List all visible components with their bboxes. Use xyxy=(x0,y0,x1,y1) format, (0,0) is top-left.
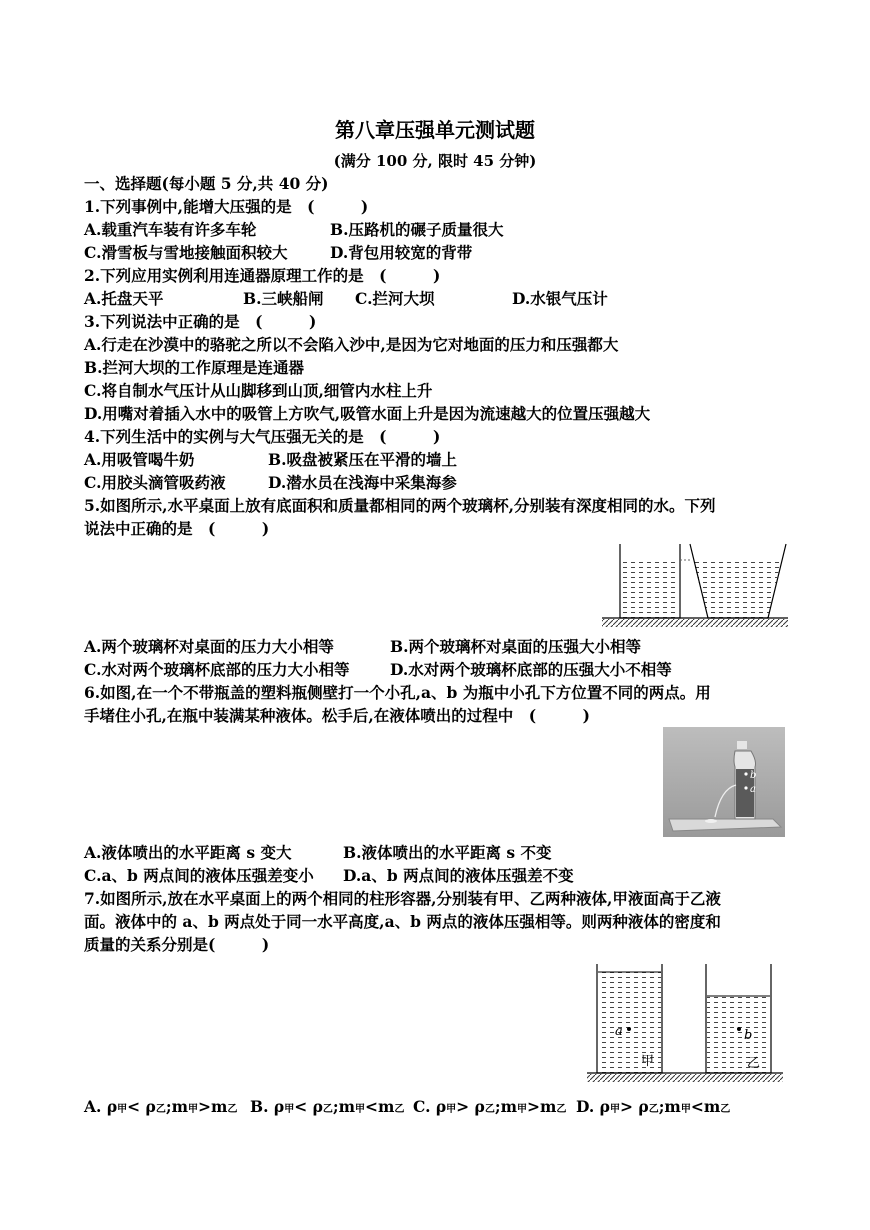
point-a-label: a xyxy=(615,1024,623,1039)
q2-option-c: C.拦河大坝 xyxy=(355,289,435,308)
liquid-jia-label: 甲 xyxy=(641,1054,655,1069)
q7-stem-line1: 7.如图所示,放在水平桌面上的两个相同的柱形容器,分别装有甲、乙两种液体,甲液面高于乙液 xyxy=(84,889,721,908)
q6-option-a: A.液体喷出的水平距离 s 变大 xyxy=(84,843,292,862)
page-subtitle: (满分 100 分, 限时 45 分钟) xyxy=(333,152,537,170)
liquid-yi-label: 乙 xyxy=(747,1056,761,1071)
q1-option-d: D.背包用较宽的背带 xyxy=(330,243,473,262)
q7-stem-line2: 面。液体中的 a、b 两点处于同一水平高度,a、b 两点的液体压强相等。则两种液体的密度和 xyxy=(84,912,721,931)
q6-stem-line2: 手堵住小孔,在瓶中装满某种液体。松手后,在液体喷出的过程中 ( ) xyxy=(84,706,590,725)
q5-option-a: A.两个玻璃杯对桌面的压力大小相等 xyxy=(84,637,334,656)
label-a: a xyxy=(750,784,756,795)
table-surface xyxy=(602,619,788,627)
q1-option-b: B.压路机的碾子质量很大 xyxy=(330,220,504,239)
q4-option-b: B.吸盘被紧压在平滑的墙上 xyxy=(268,450,457,469)
q4-stem: 4.下列生活中的实例与大气压强无关的是 ( ) xyxy=(84,427,441,446)
q3-option-c: C.将自制水气压计从山脚移到山顶,细管内水柱上升 xyxy=(84,381,433,400)
page-title: 第八章压强单元测试题 xyxy=(335,118,535,142)
q2-stem: 2.下列应用实例利用连通器原理工作的是 ( ) xyxy=(84,266,441,285)
q5-option-c: C.水对两个玻璃杯底部的压力大小相等 xyxy=(84,660,350,679)
q7-option-d: D. ρ甲> ρ乙;m甲<m乙 xyxy=(576,1097,731,1116)
q5-figure-glass-cups xyxy=(598,540,790,632)
q1-option-c: C.滑雪板与雪地接触面积较大 xyxy=(84,243,288,262)
q3-option-a: A.行走在沙漠中的骆驼之所以不会陷入沙中,是因为它对地面的压力和压强都大 xyxy=(84,335,619,354)
q5-option-b: B.两个玻璃杯对桌面的压强大小相等 xyxy=(390,637,641,656)
q5-stem-line2: 说法中正确的是 ( ) xyxy=(84,519,270,538)
q6-option-c: C.a、b 两点间的液体压强差变小 xyxy=(84,866,314,885)
q2-option-b: B.三峡船闸 xyxy=(243,289,324,308)
q5-stem-line1: 5.如图所示,水平桌面上放有底面积和质量都相同的两个玻璃杯,分别装有深度相同的水。下列 xyxy=(84,496,716,515)
q6-option-d: D.a、b 两点间的液体压强差不变 xyxy=(343,866,574,885)
q4-option-c: C.用胶头滴管吸药液 xyxy=(84,473,226,492)
q1-option-a: A.载重汽车装有许多车轮 xyxy=(84,220,257,239)
section-heading: 一、选择题(每小题 5 分,共 40 分) xyxy=(84,174,329,193)
container-yi-liquid xyxy=(707,996,770,1073)
q7-stem-line3: 质量的关系分别是( ) xyxy=(84,935,270,954)
q4-option-a: A.用吸管喝牛奶 xyxy=(84,450,195,469)
q6-figure-bottle-photo xyxy=(663,727,785,837)
label-b: b xyxy=(750,770,757,781)
q4-option-d: D.潜水员在浅海中采集海参 xyxy=(268,473,457,492)
q2-option-d: D.水银气压计 xyxy=(512,289,608,308)
table-surface xyxy=(587,1074,783,1082)
q3-stem: 3.下列说法中正确的是 ( ) xyxy=(84,312,317,331)
point-b-label: b xyxy=(744,1028,753,1043)
q3-option-d: D.用嘴对着插入水中的吸管上方吹气,吸管水面上升是因为流速越大的位置压强越大 xyxy=(84,404,651,423)
q3-option-b: B.拦河大坝的工作原理是连通器 xyxy=(84,358,304,377)
q7-option-b: B. ρ甲< ρ乙;m甲<m乙 xyxy=(250,1097,405,1116)
q6-stem-line1: 6.如图,在一个不带瓶盖的塑料瓶侧壁打一个小孔,a、b 为瓶中小孔下方位置不同的两点。用 xyxy=(84,683,711,702)
q2-option-a: A.托盘天平 xyxy=(84,289,164,308)
q7-option-c: C. ρ甲> ρ乙;m甲>m乙 xyxy=(413,1097,567,1116)
q5-option-d: D.水对两个玻璃杯底部的压强大小不相等 xyxy=(390,660,672,679)
q1-stem: 1.下列事例中,能增大压强的是 ( ) xyxy=(84,197,369,216)
q7-option-a: A. ρ甲< ρ乙;m甲>m乙 xyxy=(84,1097,238,1116)
cup-left-water xyxy=(622,560,678,618)
q6-option-b: B.液体喷出的水平距离 s 不变 xyxy=(343,843,552,862)
q7-figure-containers xyxy=(585,960,785,1085)
